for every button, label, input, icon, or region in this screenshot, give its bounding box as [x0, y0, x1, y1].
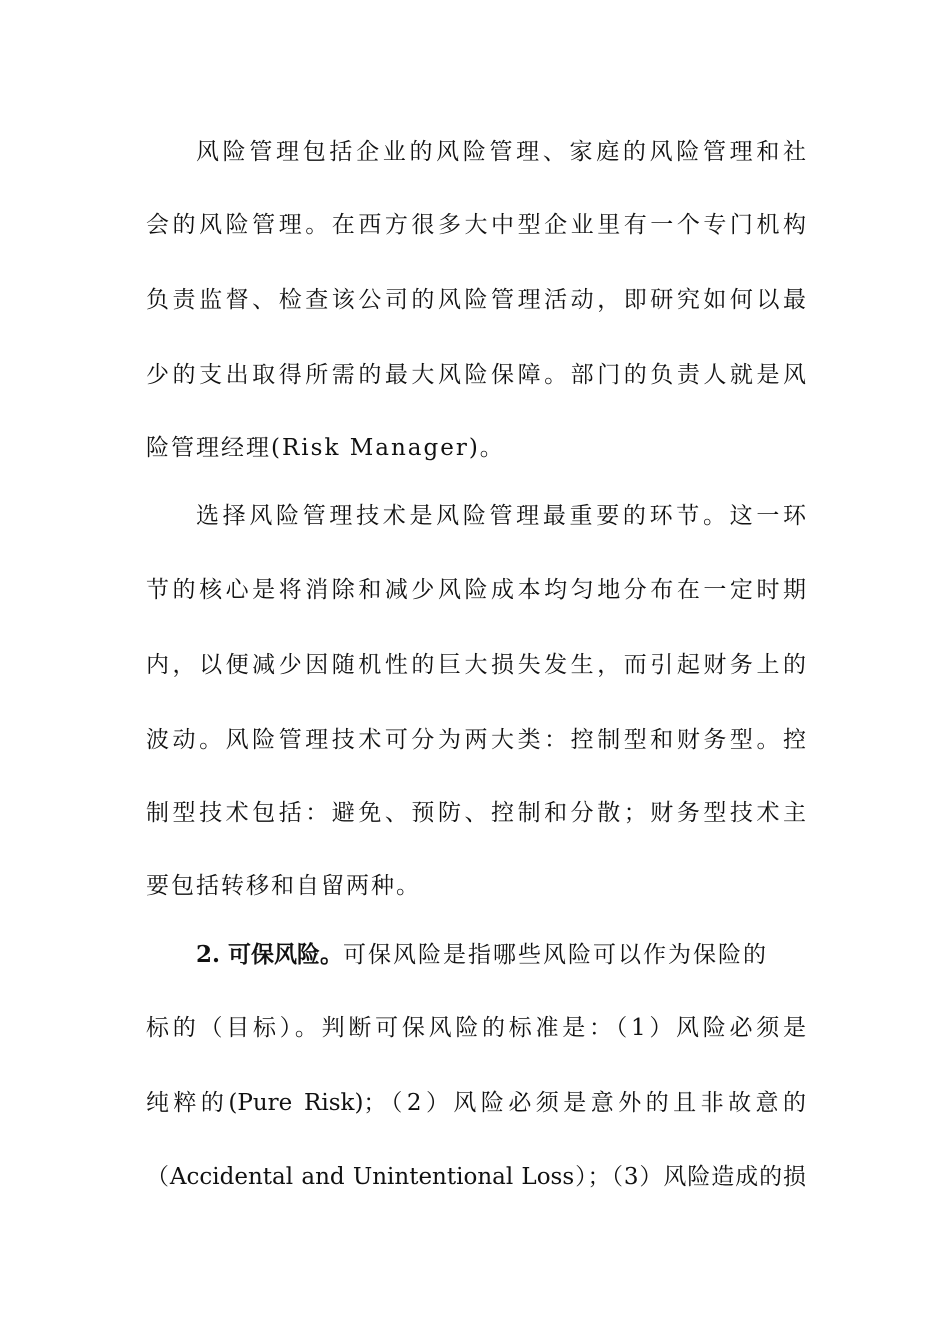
paragraph-3-line-1-text: 可保风险是指哪些风险可以作为保险的	[343, 942, 769, 968]
paragraph-2-line-4: 波动。风险管理技术可分为两大类：控制型和财务型。控	[146, 727, 806, 753]
paragraph-3-line-1	[196, 935, 806, 975]
paragraph-3-line-2: 标的（目标）。判断可保风险的标准是：（1）风险必须是	[146, 1015, 806, 1041]
paragraph-2-line-2: 节的核心是将消除和减少风险成本均匀地分布在一定时期	[146, 577, 806, 603]
paragraph-2-line-3: 内，以便减少因随机性的巨大损失发生，而引起财务上的	[146, 652, 806, 678]
paragraph-2-line-6: 要包括转移和自留两种。	[146, 873, 421, 899]
paragraph-1-line-3: 负责监督、检查该公司的风险管理活动，即研究如何以最	[146, 287, 806, 313]
paragraph-1-line-2: 会的风险管理。在西方很多大中型企业里有一个专门机构	[146, 212, 806, 238]
paragraph-2-line-5: 制型技术包括：避免、预防、控制和分散；财务型技术主	[146, 800, 806, 826]
paragraph-3-line-4: （Accidental and Unintentional Loss）；（3）风险造成的损	[146, 1164, 806, 1190]
paragraph-1-line-4: 少的支出取得所需的最大风险保障。部门的负责人就是风	[146, 362, 806, 388]
paragraph-2-line-1: 选择风险管理技术是风险管理最重要的环节。这一环	[196, 503, 806, 529]
paragraph-1-line-1: 风险管理包括企业的风险管理、家庭的风险管理和社	[196, 139, 806, 165]
paragraph-1-line-5: 险管理经理(Risk Manager)。	[146, 435, 505, 461]
paragraph-3-line-3: 纯粹的(Pure Risk)；（2）风险必须是意外的且非故意的	[146, 1090, 806, 1116]
section-heading: 2. 可保风险。	[196, 941, 344, 968]
